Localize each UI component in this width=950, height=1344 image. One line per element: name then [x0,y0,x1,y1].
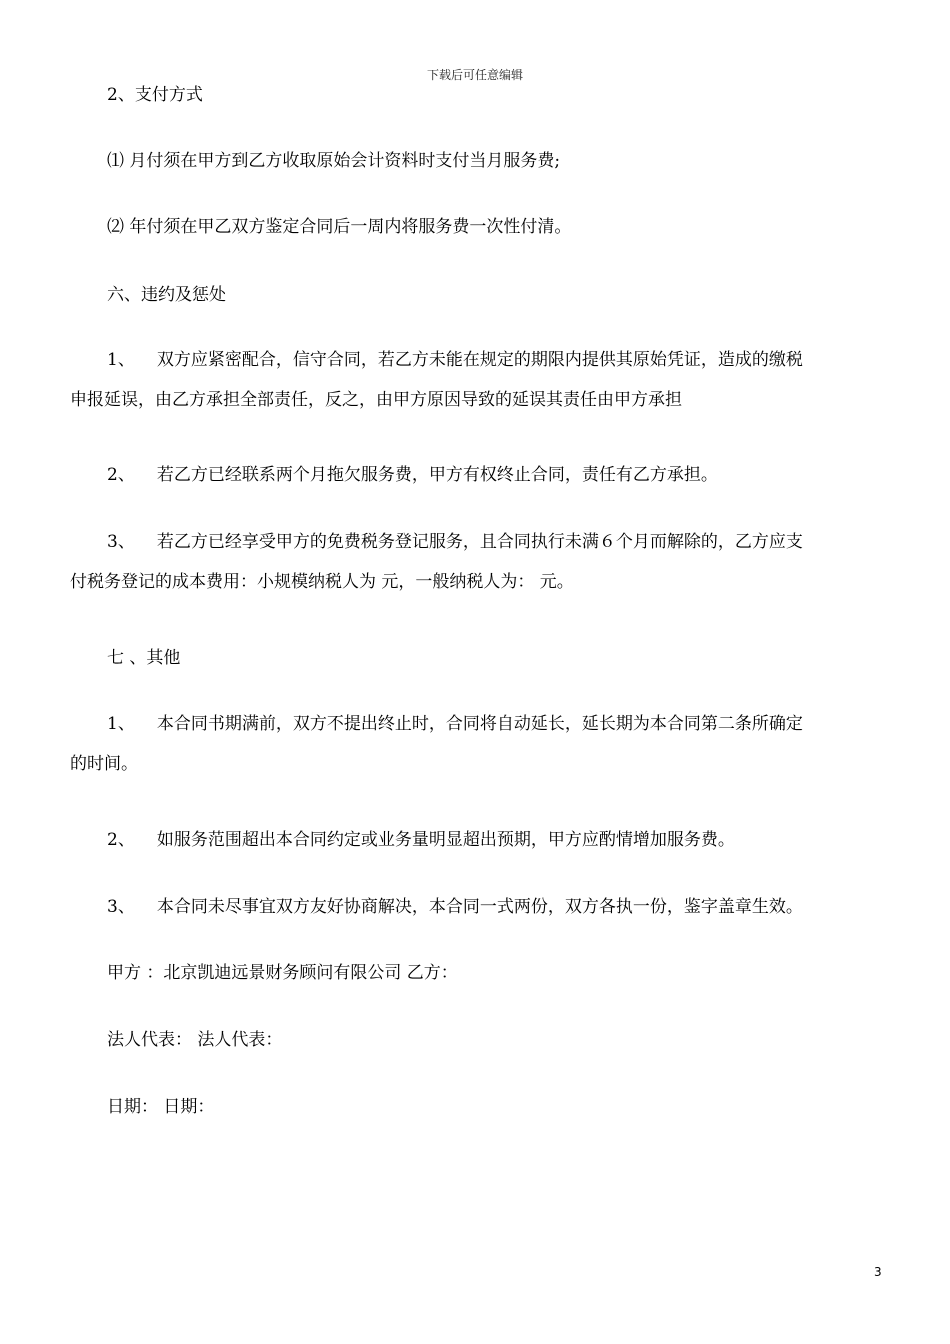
clause-text: 本合同书期满前，双方不提出终止时，合同将自动延长，延长期为本合同第二条所确定 [156,714,803,734]
header-note: 下载后可任意编辑 [426,68,523,82]
clause-text: 本合同未尽事宜双方友好协商解决，本合同一式两份，双方各执一份，鉴字盖章生效。 [156,897,803,917]
party-line: 甲方 ：北京凯迪远景财务顾问有限公司 乙方： [107,963,458,983]
other-clause-1 [70,704,880,784]
section-breach-heading: 六、违约及惩处 [107,285,226,305]
legal-representative-line: 法人代表： 法人代表： [107,1030,283,1050]
breach-clause-3 [70,522,880,602]
section-other-heading: 七 、其他 [107,648,181,668]
clause-number: 1、 [107,714,135,734]
page-number: 3 [874,1265,882,1279]
clause-text-continued: 申报延误，由乙方承担全部责任，反之，由甲方原因导致的延误其责任由甲方承担 [70,390,682,410]
payment-annual-clause: ⑵ 年付须在甲乙双方鉴定合同后一周内将服务费一次性付清。 [107,217,572,237]
clause-text-continued: 的时间。 [70,754,138,774]
clause-number: 1、 [107,350,135,370]
date-line: 日期： 日期： [107,1097,215,1117]
breach-clause-1 [70,340,880,420]
payment-monthly-clause: ⑴ 月付须在甲方到乙方收取原始会计资料时支付当月服务费; [107,151,561,171]
clause-text: 如服务范围超出本合同约定或业务量明显超出预期，甲方应酌情增加服务费。 [156,830,735,850]
other-clause-3 [70,887,917,927]
breach-clause-2 [70,455,917,495]
clause-text: 双方应紧密配合，信守合同，若乙方未能在规定的期限内提供其原始凭证，造成的缴税 [156,350,803,370]
other-clause-2 [70,820,917,860]
clause-text-continued: 付税务登记的成本费用：小规模纳税人为 元，一般纳税人为： 元。 [70,572,574,592]
clause-number: 2、 [107,465,135,485]
clause-number: 2、 [107,830,135,850]
section-payment-method: 2、支付方式 [107,85,203,105]
clause-text: 若乙方已经联系两个月拖欠服务费，甲方有权终止合同，责任有乙方承担。 [156,465,718,485]
clause-number: 3、 [107,897,135,917]
clause-number: 3、 [107,532,135,552]
clause-text: 若乙方已经享受甲方的免费税务登记服务，且合同执行未满６个月而解除的，乙方应支 [156,532,803,552]
